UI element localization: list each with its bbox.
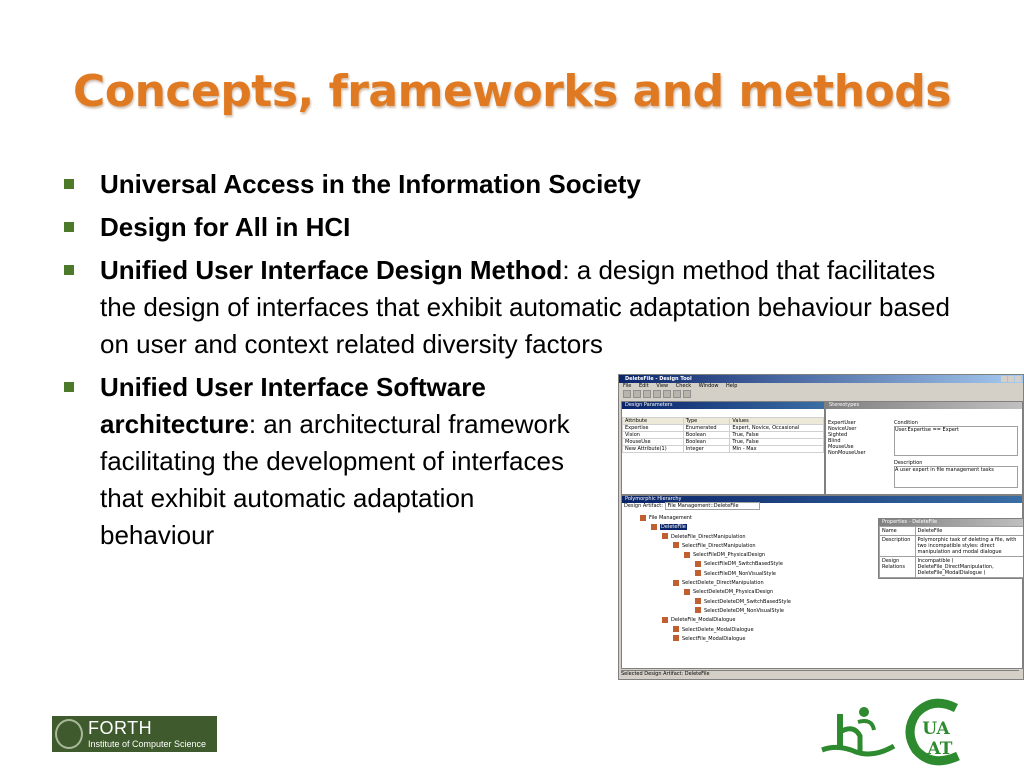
pane-title: Design Parameters	[622, 402, 824, 409]
tree-node: SelectDelete_ModalDialogue	[640, 626, 900, 635]
bullet-item	[62, 252, 950, 363]
task-node-icon	[651, 524, 657, 530]
bullet-bold: Design for All in HCI	[100, 212, 351, 242]
slide-title: Concepts, frameworks and methods	[73, 66, 951, 117]
bullet-bold: Unified User Interface Software architecture	[100, 372, 486, 439]
square-bullet-icon	[64, 179, 74, 189]
tree-node: SelectDeleteDM_SwitchBasedStyle	[640, 598, 900, 607]
task-node-icon	[673, 635, 679, 641]
bullet-text: : a design method that facilitates the design of interfaces that exhibit automatic adaptation behaviour based on user and context related diversity factors	[100, 255, 950, 359]
parameters-table: Attribute Type Values Expertise Enumerated Expert, Novice, Occasional Vision Boolean True, False MouseUse Boolean True, False New Attribute(1) Integer Min - Max	[622, 417, 824, 453]
menu-bar	[619, 383, 1023, 390]
tree-node: DeleteFile	[640, 523, 900, 532]
menu-window: Window	[698, 383, 719, 389]
ua-at-logo-icon	[902, 698, 970, 766]
menu-file: File	[623, 383, 632, 389]
square-bullet-icon	[64, 222, 74, 232]
menu-edit: Edit	[638, 383, 649, 389]
square-bullet-icon	[64, 265, 74, 275]
tree-node: File Management	[640, 514, 900, 523]
ua-at-letters: UA	[922, 719, 950, 739]
design-parameters-pane	[621, 401, 825, 495]
task-node-icon	[695, 570, 701, 576]
hci-lab-logo-icon	[818, 700, 898, 764]
task-node-icon	[662, 617, 668, 623]
toolbar	[619, 390, 1023, 398]
pane-title: Stereotypes	[826, 402, 1022, 409]
task-node-icon	[695, 598, 701, 604]
design-tool-screenshot	[618, 374, 1024, 680]
pane-title: Polymorphic Hierarchy	[622, 496, 1022, 503]
bullet-bold: Universal Access in the Information Society	[100, 169, 641, 199]
bullet-bold: Unified User Interface Design Method	[100, 255, 563, 285]
tree-node: SelectFileDM_SwitchBasedStyle	[640, 560, 900, 569]
forth-name: FORTH	[88, 718, 153, 738]
window-controls	[1000, 376, 1021, 385]
status-bar: Selected Design Artifact: DeleteFile	[621, 670, 1019, 677]
bullet-text: : an architectural framework facilitating the development of interfaces that exhibit automatic adaptation behaviour	[100, 409, 570, 550]
tree-node: SelectFileDM_NonVisualStyle	[640, 570, 900, 579]
forth-logo	[52, 716, 217, 752]
stereotype-list: ExpertUser NoviceUser Sighted Blind MouseUse NonMouseUser	[828, 420, 866, 456]
task-node-icon	[684, 589, 690, 595]
task-node-icon	[640, 515, 646, 521]
tree-node: SelectDeleteDM_PhysicalDesign	[640, 588, 900, 597]
bullet-item	[62, 209, 982, 246]
tree-node: SelectFile_DirectManipulation	[640, 542, 900, 551]
forth-seal-icon	[55, 719, 83, 749]
square-bullet-icon	[64, 382, 74, 392]
task-node-icon	[673, 580, 679, 586]
window-titlebar	[619, 375, 1023, 383]
task-node-icon	[695, 607, 701, 613]
menu-view: View	[656, 383, 669, 389]
task-node-icon	[662, 533, 668, 539]
hierarchy-tree	[640, 514, 900, 644]
tree-node: SelectDeleteDM_NonVisualStyle	[640, 607, 900, 616]
svg-text:AT: AT	[927, 739, 953, 759]
tree-node: SelectFile_ModalDialogue	[640, 635, 900, 644]
stereotypes-pane: Stereotypes ExpertUser NoviceUser Sighted Blind MouseUse NonMouseUser Condition User.Expertise == Expert Description A user expert in file management tasks	[825, 401, 1023, 495]
bullet-item	[62, 166, 982, 203]
forth-subtitle: Institute of Computer Science	[88, 739, 207, 749]
menu-help: Help	[726, 383, 738, 389]
tree-node: SelectDelete_DirectManipulation	[640, 579, 900, 588]
task-node-icon	[673, 542, 679, 548]
tree-node: DeleteFile_DirectManipulation	[640, 533, 900, 542]
properties-dialog: Properties - DeleteFile Name DeleteFile Description Polymorphic task of deleting a file, with two incompatible styles: direct manipulation and modal dialogue Design Relations Incompatible ( DeleteFile_DirectManipulation, DeleteFile_ModalDialogue )	[878, 518, 1024, 579]
tree-node: SelectFileDM_PhysicalDesign	[640, 551, 900, 560]
task-node-icon	[673, 626, 679, 632]
task-node-icon	[684, 552, 690, 558]
tree-node: DeleteFile_ModalDialogue	[640, 616, 900, 625]
polymorphic-hierarchy-pane: Polymorphic Hierarchy Design Artifact: File Management::DeleteFile File Management DeleteFile DeleteFile_DirectManipulation SelectFile_DirectManipulation SelectFileDM_PhysicalDesign SelectFileDM_SwitchBasedStyle SelectFileDM_NonVisualStyle SelectDelete_DirectManipulation SelectDeleteDM_PhysicalDesign SelectDeleteDM_SwitchBasedStyle SelectDeleteDM_NonVisualStyle DeleteFile_ModalDialogue SelectDelete_ModalDialogue SelectFile_ModalDialogue Properties - DeleteFile Name DeleteFile Description Polymorphic task of deleting a file, with two incompatible styles: direct manipulation and modal dialogue Design Relations Incompatible ( DeleteFile_DirectManipulation, DeleteFile_ModalDialogue )	[621, 495, 1023, 669]
bullet-item	[62, 369, 570, 554]
menu-check: Check	[675, 383, 692, 389]
task-node-icon	[695, 561, 701, 567]
window-title: DeleteFile - Design Tool	[625, 376, 692, 382]
